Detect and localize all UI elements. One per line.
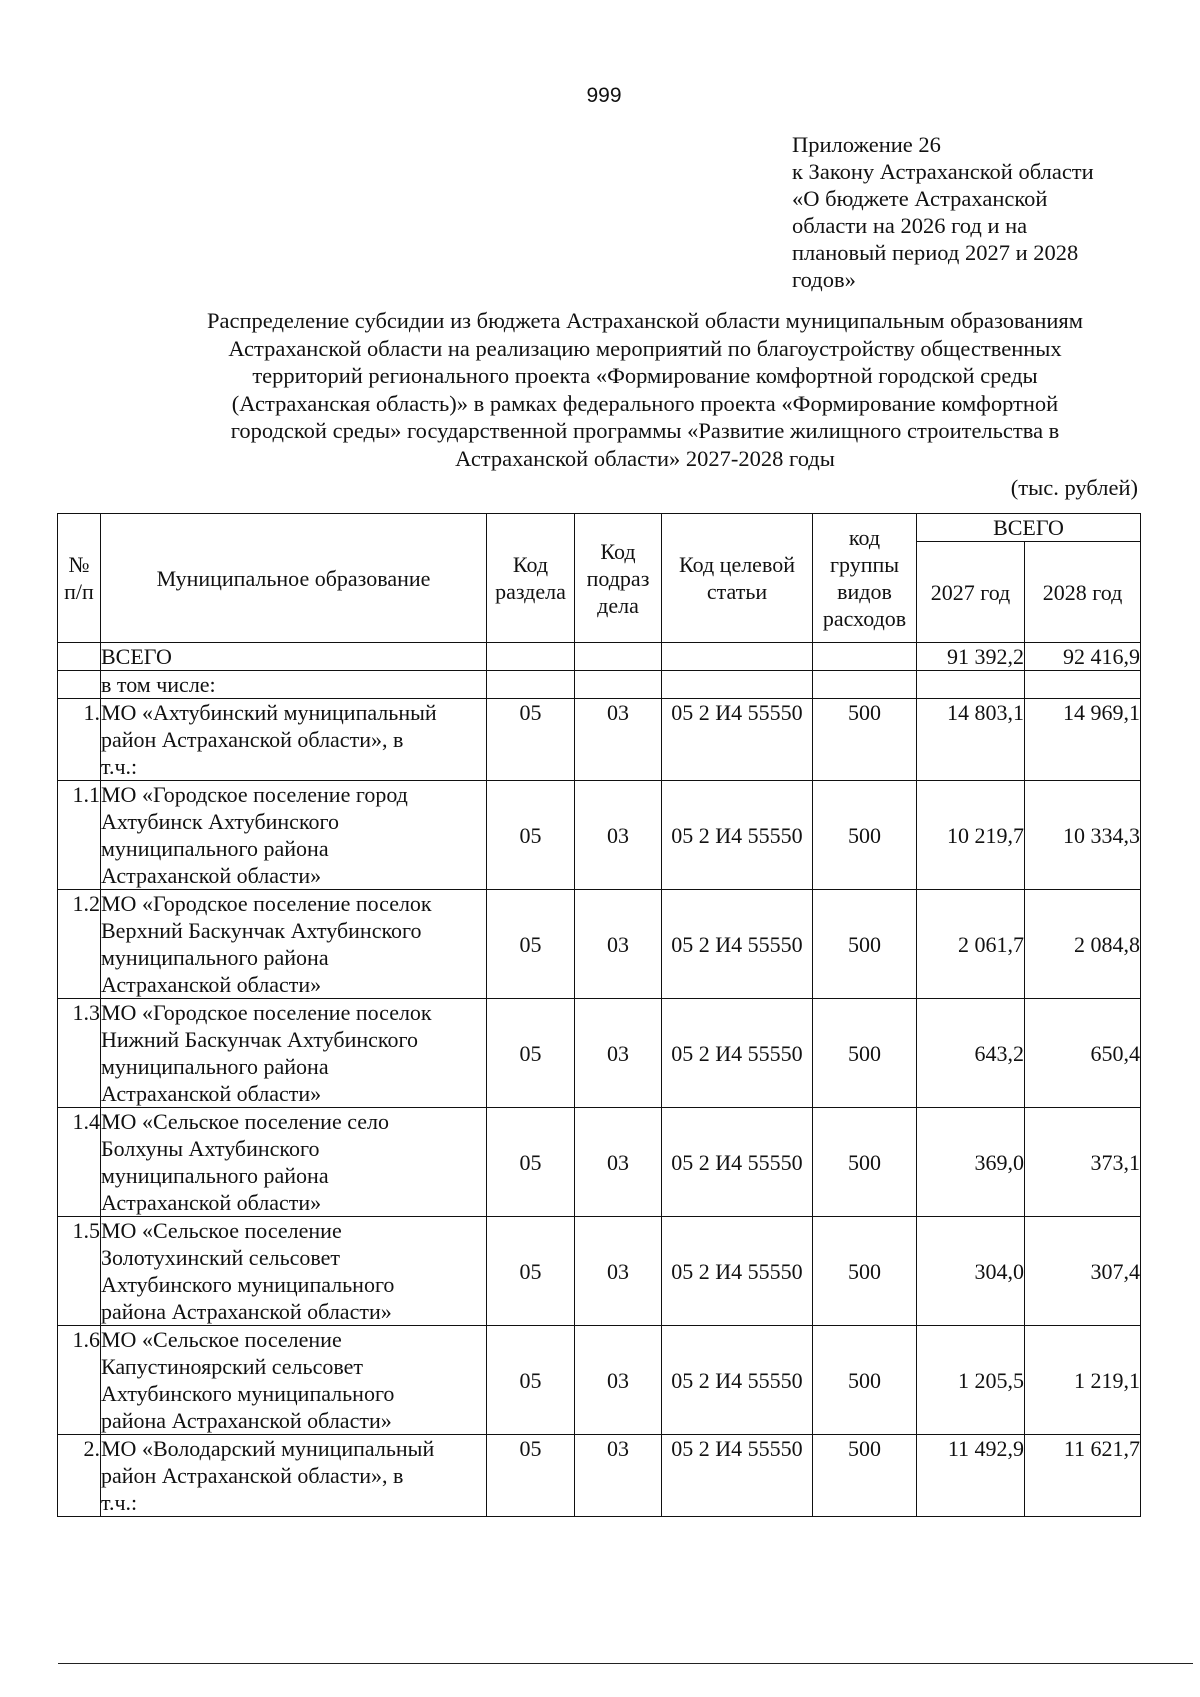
cell-2027 — [917, 671, 1025, 699]
cell-subsection: 03 — [575, 1217, 662, 1326]
cell-subsection: 03 — [575, 1326, 662, 1435]
cell-target — [662, 643, 813, 671]
header-year-2028: 2028 год — [1025, 542, 1141, 643]
title-line: (Астраханская область)» в рамках федерального проекта «Формирование комфортной — [231, 390, 1059, 416]
table-row-including — [58, 671, 1141, 699]
cell-target: 05 2 И4 55550 — [662, 1108, 813, 1217]
annex-line: области на 2026 год и на — [792, 213, 1028, 238]
table-row — [58, 1217, 1141, 1326]
document-title — [150, 307, 1140, 472]
table-row — [58, 1435, 1141, 1517]
annex-line: Приложение 26 — [792, 132, 941, 157]
cell-2028: 1 219,1 — [1025, 1326, 1141, 1435]
cell-2028: 373,1 — [1025, 1108, 1141, 1217]
cell-expense: 500 — [813, 781, 917, 890]
cell-target: 05 2 И4 55550 — [662, 1435, 813, 1517]
cell-target: 05 2 И4 55550 — [662, 1217, 813, 1326]
cell-num: 1.1 — [58, 781, 101, 890]
cell-section: 05 — [487, 1435, 575, 1517]
cell-section: 05 — [487, 1217, 575, 1326]
cell-section: 05 — [487, 999, 575, 1108]
header-subsection-code: Код подраз дела — [575, 514, 662, 643]
header-section-code: Код раздела — [487, 514, 575, 643]
annex-line: к Закону Астраханской области — [792, 159, 1094, 184]
cell-2027: 10 219,7 — [917, 781, 1025, 890]
cell-target: 05 2 И4 55550 — [662, 1326, 813, 1435]
subsidy-table — [57, 513, 1141, 1517]
cell-subsection: 03 — [575, 699, 662, 781]
table-row — [58, 890, 1141, 999]
cell-target — [662, 671, 813, 699]
cell-expense: 500 — [813, 1108, 917, 1217]
cell-municipality: МО «Городское поселение город Ахтубинск Ахтубинского муниципального района Астраханской области» — [101, 781, 487, 890]
cell-num: 1. — [58, 699, 101, 781]
header-total: ВСЕГО — [917, 514, 1141, 542]
page-number: 999 — [586, 84, 622, 107]
cell-subsection: 03 — [575, 999, 662, 1108]
table-row — [58, 1326, 1141, 1435]
footer-rule — [58, 1663, 1193, 1664]
cell-2028: 650,4 — [1025, 999, 1141, 1108]
cell-municipality: МО «Сельское поселение Золотухинский сельсовет Ахтубинского муниципального района Астраханской области» — [101, 1217, 487, 1326]
cell-subsection: 03 — [575, 890, 662, 999]
cell-num: 1.6 — [58, 1326, 101, 1435]
cell-section: 05 — [487, 781, 575, 890]
cell-num: 1.5 — [58, 1217, 101, 1326]
cell-target: 05 2 И4 55550 — [662, 999, 813, 1108]
cell-expense: 500 — [813, 1435, 917, 1517]
cell-expense: 500 — [813, 699, 917, 781]
table-row-total — [58, 643, 1141, 671]
cell-expense — [813, 671, 917, 699]
cell-subsection — [575, 671, 662, 699]
cell-target: 05 2 И4 55550 — [662, 781, 813, 890]
header-year-2027: 2027 год — [917, 542, 1025, 643]
cell-2027: 1 205,5 — [917, 1326, 1025, 1435]
header-num: № п/п — [58, 514, 101, 643]
cell-2028: 2 084,8 — [1025, 890, 1141, 999]
header-expense-group: код группы видов расходов — [813, 514, 917, 643]
cell-expense: 500 — [813, 999, 917, 1108]
table-row — [58, 699, 1141, 781]
cell-section: 05 — [487, 1326, 575, 1435]
cell-num: 1.3 — [58, 999, 101, 1108]
cell-num — [58, 671, 101, 699]
cell-2028: 10 334,3 — [1025, 781, 1141, 890]
cell-num: 2. — [58, 1435, 101, 1517]
cell-2027: 11 492,9 — [917, 1435, 1025, 1517]
cell-2027: 643,2 — [917, 999, 1025, 1108]
cell-target: 05 2 И4 55550 — [662, 890, 813, 999]
title-line: Распределение субсидии из бюджета Астраханской области муниципальным образованиям — [207, 308, 1083, 333]
cell-num: 1.4 — [58, 1108, 101, 1217]
cell-expense — [813, 643, 917, 671]
cell-municipality: МО «Городское поселение поселок Нижний Баскунчак Ахтубинского муниципального района Астраханской области» — [101, 999, 487, 1108]
cell-municipality: МО «Сельское поселение Капустиноярский сельсовет Ахтубинского муниципального района Астраханской области» — [101, 1326, 487, 1435]
cell-municipality: МО «Володарский муниципальный район Астраханской области», в т.ч.: — [101, 1435, 487, 1517]
table-row — [58, 781, 1141, 890]
cell-2028: 14 969,1 — [1025, 699, 1141, 781]
cell-2027: 369,0 — [917, 1108, 1025, 1217]
cell-num: 1.2 — [58, 890, 101, 999]
cell-section — [487, 643, 575, 671]
units-label: (тыс. рублей) — [1010, 475, 1138, 500]
title-line: Астраханской области на реализацию мероприятий по благоустройству общественных — [228, 335, 1062, 361]
cell-subsection: 03 — [575, 1435, 662, 1517]
cell-section — [487, 671, 575, 699]
table-row — [58, 999, 1141, 1108]
cell-municipality: МО «Городское поселение поселок Верхний Баскунчак Ахтубинского муниципального района Астраханской области» — [101, 890, 487, 999]
cell-section: 05 — [487, 699, 575, 781]
cell-subsection: 03 — [575, 1108, 662, 1217]
cell-subsection — [575, 643, 662, 671]
cell-subsection: 03 — [575, 781, 662, 890]
cell-expense: 500 — [813, 890, 917, 999]
title-line: Астраханской области» 2027-2028 годы — [455, 445, 835, 471]
cell-municipality: МО «Ахтубинский муниципальный район Астраханской области», в т.ч.: — [101, 699, 487, 781]
title-line: городской среды» государственной программы «Развитие жилищного строительства в — [230, 418, 1060, 443]
cell-2027: 91 392,2 — [917, 643, 1025, 671]
header-municipality: Муниципальное образование — [101, 514, 487, 643]
cell-target: 05 2 И4 55550 — [662, 699, 813, 781]
annex-line: плановый период 2027 и 2028 — [792, 240, 1079, 265]
title-line: территорий регионального проекта «Формирование комфортной городской среды — [252, 363, 1038, 388]
cell-expense: 500 — [813, 1326, 917, 1435]
cell-2027: 304,0 — [917, 1217, 1025, 1326]
cell-including-label: в том числе: — [101, 671, 487, 699]
cell-total-label: ВСЕГО — [101, 643, 487, 671]
cell-2027: 2 061,7 — [917, 890, 1025, 999]
table-row — [58, 1108, 1141, 1217]
annex-header — [792, 131, 1142, 293]
cell-municipality: МО «Сельское поселение село Болхуны Ахтубинского муниципального района Астраханской области» — [101, 1108, 487, 1217]
cell-section: 05 — [487, 890, 575, 999]
cell-section: 05 — [487, 1108, 575, 1217]
cell-2028: 92 416,9 — [1025, 643, 1141, 671]
annex-line: годов» — [792, 267, 856, 292]
cell-num — [58, 643, 101, 671]
cell-2028: 307,4 — [1025, 1217, 1141, 1326]
header-target-code: Код целевой статьи — [662, 514, 813, 643]
cell-2028: 11 621,7 — [1025, 1435, 1141, 1517]
cell-expense: 500 — [813, 1217, 917, 1326]
cell-2027: 14 803,1 — [917, 699, 1025, 781]
cell-2028 — [1025, 671, 1141, 699]
annex-line: «О бюджете Астраханской — [792, 186, 1048, 211]
